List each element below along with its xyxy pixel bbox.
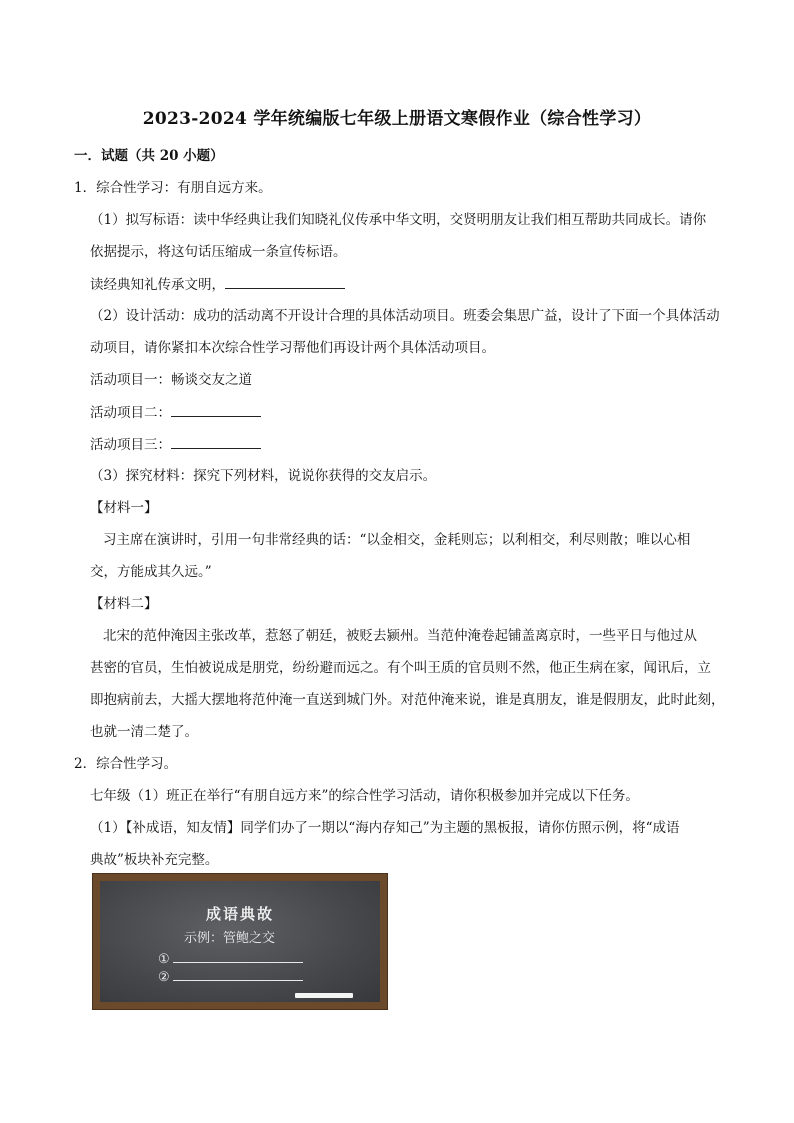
q1-part1-line2: 依据提示，将这句话压缩成一条宣传标语。 xyxy=(90,244,347,260)
material-2-line3: 即抱病前去，大摇大摆地将范仲淹一直送到城门外。对范仲淹来说，谁是真朋友，谁是假朋友，此时此刻， xyxy=(90,692,725,708)
section-heading: 一．试题（共 20 小题） xyxy=(74,148,224,164)
activity-item-3 xyxy=(90,434,261,455)
chalk-icon xyxy=(295,993,353,998)
activity-item-2-blank[interactable] xyxy=(171,402,261,417)
blackboard-image xyxy=(92,873,388,1010)
answer-prefix: 读经典知礼传承文明， xyxy=(90,277,225,293)
q1-part2-line2: 动项目，请你紧扣本次综合性学习帮他们再设计两个具体活动项目。 xyxy=(90,340,495,356)
q2-stem: 2．综合性学习。 xyxy=(74,756,178,772)
activity-item-3-label: 活动项目三： xyxy=(90,437,171,453)
material-2-line1: 北宋的范仲淹因主张改革，惹怒了朝廷，被贬去颍州。当范仲淹卷起铺盖离京时，一些平日与他过从 xyxy=(103,628,697,644)
blackboard-example: 示例：管鲍之交 xyxy=(184,931,276,946)
q2-intro: 七年级（1）班正在举行“有朋自远方来”的综合性学习活动，请你积极参加并完成以下任务。 xyxy=(90,788,639,804)
q1-part1-answer xyxy=(90,274,345,295)
q1-part3: （3）探究材料：探究下列材料，说说你获得的交友启示。 xyxy=(90,468,437,484)
material-1-label: 【材料一】 xyxy=(90,500,158,516)
blackboard-item-2 xyxy=(158,969,303,985)
answer-blank[interactable] xyxy=(225,274,345,289)
document-title: 2023-2024 学年统编版七年级上册语文寒假作业（综合性学习） xyxy=(142,109,652,129)
material-1-line2: 交，方能成其久远。” xyxy=(90,564,212,580)
activity-item-3-blank[interactable] xyxy=(171,434,261,449)
q1-part2-line1: （2）设计活动：成功的活动离不开设计合理的具体活动项目。班委会集思广益，设计了下面一个具体活动 xyxy=(90,308,720,324)
q2-part1-line1: （1）【补成语，知友情】同学们办了一期以“海内存知己”为主题的黑板报，请你仿照示例，将“成语 xyxy=(90,820,680,836)
blackboard-item-1 xyxy=(158,951,303,967)
material-2-line2: 甚密的官员，生怕被说成是朋党，纷纷避而远之。有个叫王质的官员则不然，他正生病在家，闻讯后，立 xyxy=(90,660,711,676)
activity-item-2 xyxy=(90,402,261,423)
q2-part1-line2: 典故”板块补充完整。 xyxy=(90,852,219,868)
blackboard-surface xyxy=(100,881,380,1002)
activity-item-1: 活动项目一：畅谈交友之道 xyxy=(90,372,252,388)
activity-item-2-label: 活动项目二： xyxy=(90,405,171,421)
q1-stem: 1．综合性学习：有朋自远方来。 xyxy=(74,180,272,196)
blackboard-item-2-marker: ② xyxy=(158,970,170,985)
q1-part1-line1: （1）拟写标语：读中华经典让我们知晓礼仪传承中华文明，交贤明朋友让我们相互帮助共同成长。请你 xyxy=(90,212,707,228)
blackboard-item-1-marker: ① xyxy=(158,952,170,967)
material-1-line1: 习主席在演讲时，引用一句非常经典的话：“以金相交，金耗则忘；以利相交，利尽则散；唯以心相 xyxy=(103,532,691,548)
material-2-line4: 也就一清二楚了。 xyxy=(90,724,198,740)
material-2-label: 【材料二】 xyxy=(90,596,158,612)
blackboard-title: 成语典故 xyxy=(205,905,274,923)
blackboard-item-1-blank xyxy=(173,951,303,963)
blackboard-item-2-blank xyxy=(173,969,303,981)
